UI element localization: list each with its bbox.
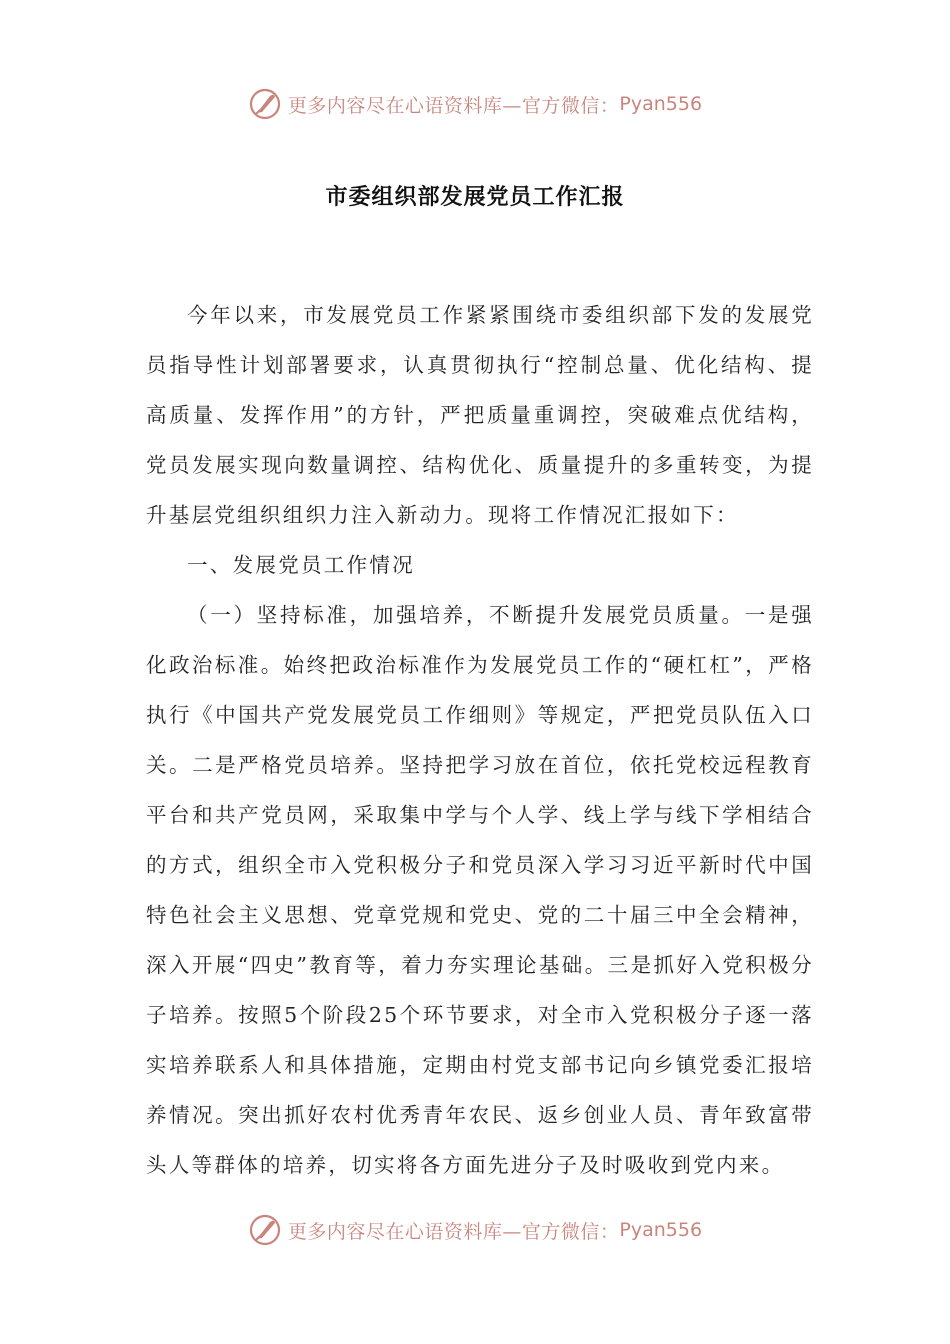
quill-logo-icon [248, 1213, 282, 1247]
document-title: 市委组织部发展党员工作汇报 [325, 185, 625, 210]
section-heading: 一、发展党员工作情况 [187, 553, 415, 577]
intro-paragraph: 今年以来，市发展党员工作紧紧围绕市委组织部下发的发展党员指导性计划部署要求，认真贯彻执行“控制总量、优化结构、提高质量、发挥作用”的方针，严把质量重调控，突破难点优结构，党员发展实现向数量调控、结构优化、质量提升的多重转变，为提升基层党组织组织力注入新动力。现将工作情况汇报如下： [146, 303, 814, 527]
banner-text: 更多内容尽在心语资料库—官方微信： [287, 94, 620, 117]
banner-wechat-id: Pyan556 [619, 93, 703, 115]
footer-watermark-banner [0, 1210, 950, 1250]
banner-text: 更多内容尽在心语资料库—官方微信： [287, 1220, 620, 1243]
quill-logo-icon [248, 87, 282, 121]
document-body [146, 290, 814, 1190]
header-watermark-banner [0, 84, 950, 124]
banner-wechat-id: Pyan556 [619, 1219, 703, 1241]
body-paragraph: （一）坚持标准，加强培养，不断提升发展党员质量。一是强化政治标准。始终把政治标准作为发展党员工作的“硬杠杠”，严格执行《中国共产党发展党员工作细则》等规定，严把党员队伍入口关。二是严格党员培养。坚持把学习放在首位，依托党校远程教育平台和共产党员网，采取集中学与个人学、线上学与线下学相结合的方式，组织全市入党积极分子和党员深入学习习近平新时代中国特色社会主义思想、党章党规和党史、党的二十届三中全会精神，深入开展“四史”教育等，着力夯实理论基础。三是抓好入党积极分子培养。按照5个阶段25个环节要求，对全市入党积极分子逐一落实培养联系人和具体措施，定期由村党支部书记向乡镇党委汇报培养情况。突出抓好农村优秀青年农民、返乡创业人员、青年致富带头人等群体的培养，切实将各方面先进分子及时吸收到党内来。 [146, 603, 814, 1177]
